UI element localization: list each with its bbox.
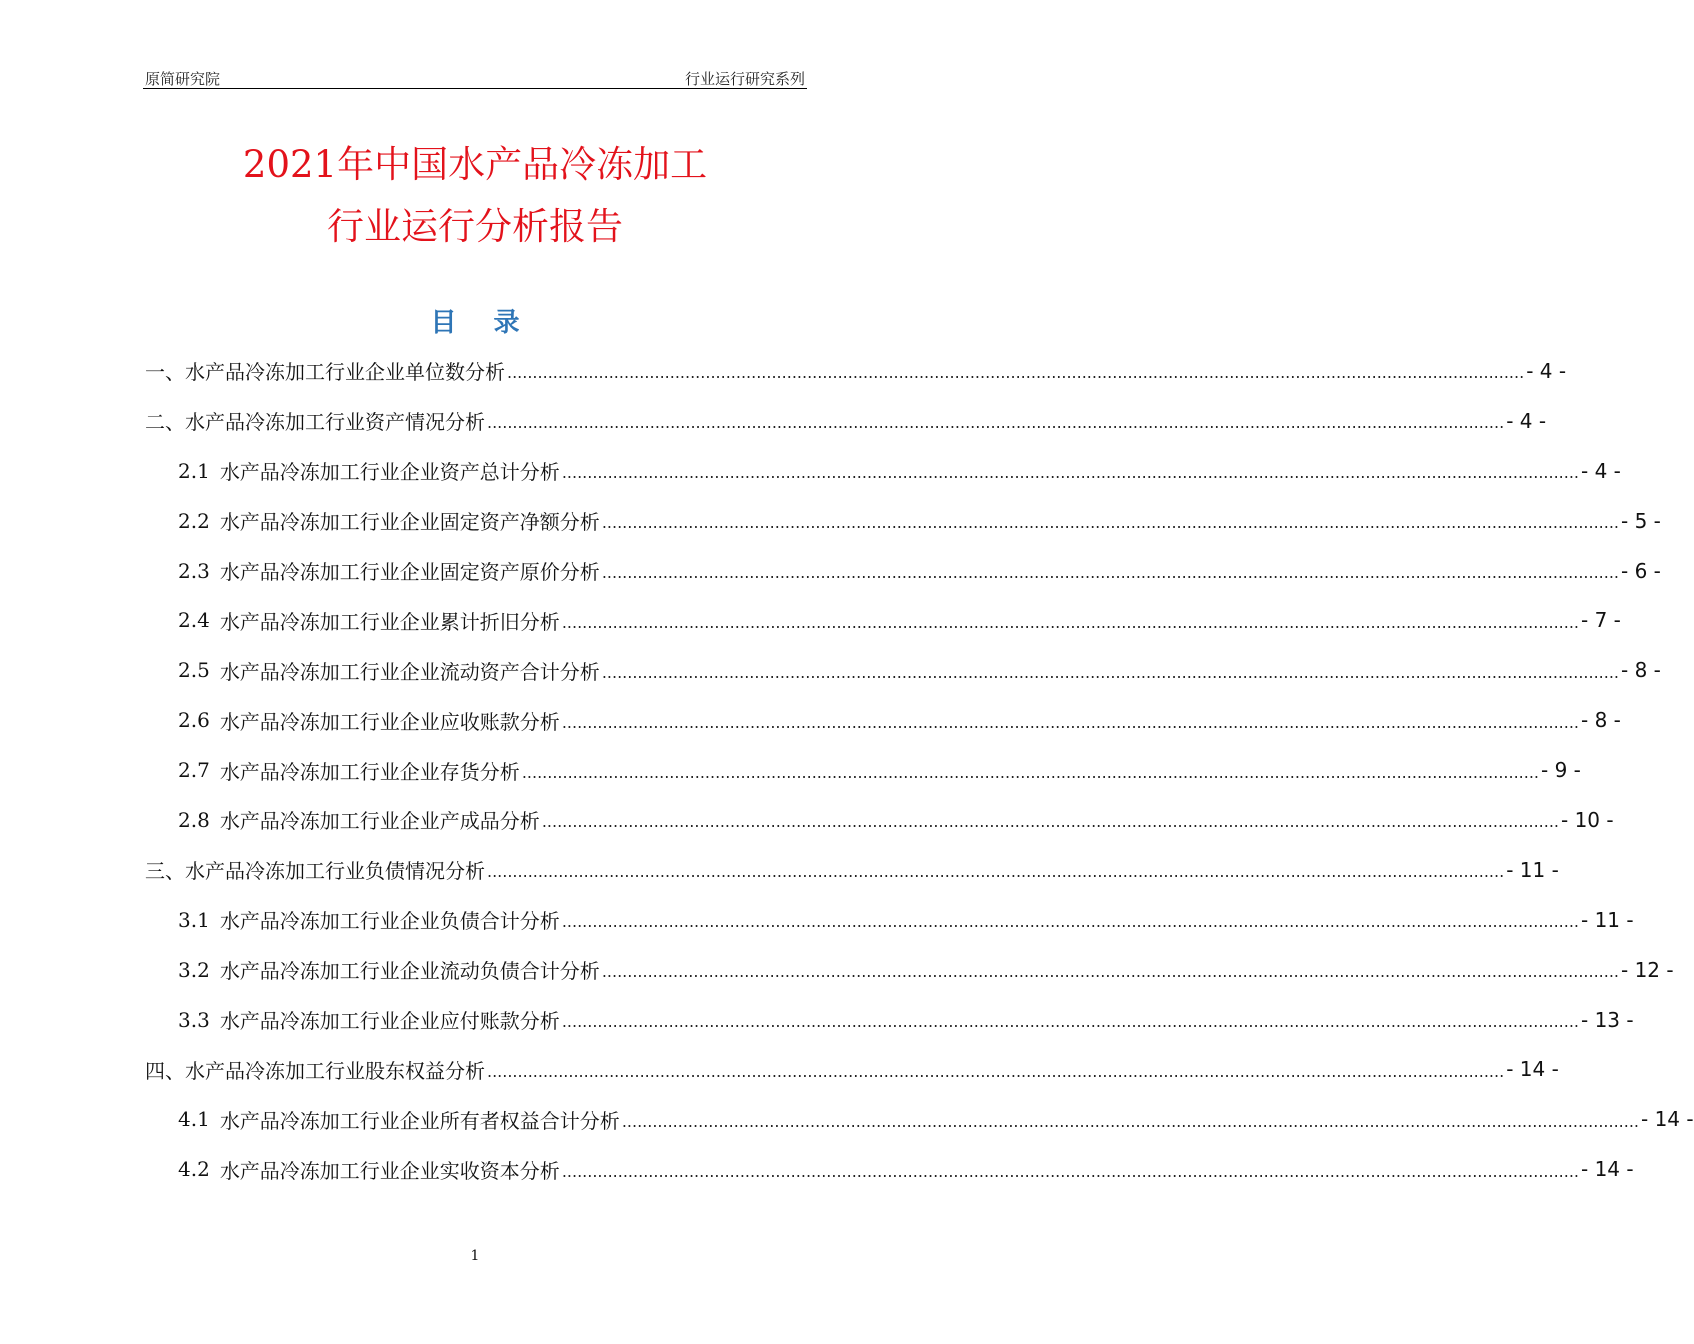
page-number: 1 xyxy=(470,1248,480,1264)
toc-entry-title: 水产品冷冻加工行业企业存货分析 xyxy=(219,759,520,784)
toc-entry-page: - 11 - xyxy=(1581,907,1634,932)
toc-entry-number: 2.7 xyxy=(178,758,210,783)
toc-entry-title: 水产品冷冻加工行业企业累计折旧分析 xyxy=(219,609,560,634)
toc-entry-number: 3.2 xyxy=(178,957,210,982)
toc-leader-dots: ........................................................................................................................................................................................................ xyxy=(541,812,1559,832)
toc-entry-title: 水产品冷冻加工行业企业应付账款分析 xyxy=(219,1009,560,1034)
toc-leader-dots: ........................................................................................................................................................................................................ xyxy=(561,1012,1579,1032)
toc-leader-dots: ........................................................................................................................................................................................................ xyxy=(507,363,1525,383)
toc-entry-page: - 4 - xyxy=(1581,458,1621,483)
toc-entry[interactable] xyxy=(145,995,1634,1045)
header-divider xyxy=(143,88,807,89)
toc-entry-title: 四、水产品冷冻加工行业股东权益分析 xyxy=(145,1058,485,1083)
toc-entry-title: 水产品冷冻加工行业企业流动负债合计分析 xyxy=(219,959,600,984)
toc-entry-page: - 12 - xyxy=(1621,957,1674,982)
toc-entry-page: - 4 - xyxy=(1506,408,1547,433)
report-title-line-1: 2021年中国水产品冷冻加工 xyxy=(242,143,708,186)
toc-leader-dots: ........................................................................................................................................................................................................ xyxy=(561,463,1579,483)
toc-leader-dots: ........................................................................................................................................................................................................ xyxy=(487,1061,1505,1081)
toc-entry-page: - 11 - xyxy=(1506,857,1559,882)
report-title-line-2: 行业运行分析报告 xyxy=(327,205,623,248)
toc-leader-dots: ........................................................................................................................................................................................................ xyxy=(487,862,1505,882)
toc-leader-dots: ........................................................................................................................................................................................................ xyxy=(561,912,1579,932)
toc-entry[interactable] xyxy=(145,695,1621,745)
toc-entry[interactable] xyxy=(145,1094,1694,1144)
toc-entry-page: - 4 - xyxy=(1526,358,1567,383)
toc-leader-dots: ........................................................................................................................................................................................................ xyxy=(521,762,1539,782)
toc-entry-number: 4.2 xyxy=(178,1157,210,1182)
toc-entry[interactable] xyxy=(145,945,1674,995)
toc-entry[interactable] xyxy=(145,1044,1559,1094)
toc-entry[interactable] xyxy=(145,446,1621,496)
toc-entry[interactable] xyxy=(145,895,1634,945)
toc-entry-title: 水产品冷冻加工行业企业固定资产原价分析 xyxy=(219,560,600,584)
toc-entry-page: - 13 - xyxy=(1581,1007,1634,1032)
toc-entry-number: 2.6 xyxy=(178,708,210,733)
toc-entry-page: - 7 - xyxy=(1581,608,1621,633)
toc-entry-page: - 14 - xyxy=(1506,1057,1559,1082)
toc-entry-title: 水产品冷冻加工行业企业流动资产合计分析 xyxy=(219,659,600,684)
toc-entry-number: 4.1 xyxy=(178,1107,210,1132)
toc-heading: 目 录 xyxy=(430,308,534,338)
toc-entry-title: 三、水产品冷冻加工行业负债情况分析 xyxy=(145,859,485,884)
toc-entry[interactable] xyxy=(145,795,1614,845)
toc-entry-number: 3.3 xyxy=(178,1007,210,1032)
toc-entry-page: - 8 - xyxy=(1621,658,1661,683)
header-organization: 原简研究院 xyxy=(145,70,221,88)
toc-entry-title: 水产品冷冻加工行业企业固定资产净额分析 xyxy=(219,510,600,535)
toc-entry-number: 2.4 xyxy=(178,608,210,633)
toc-entry-page: - 6 - xyxy=(1621,558,1661,583)
toc-leader-dots: ........................................................................................................................................................................................................ xyxy=(621,1111,1639,1131)
toc-entry-number: 2.1 xyxy=(178,458,210,483)
toc-entry-title: 一、水产品冷冻加工行业企业单位数分析 xyxy=(145,360,505,385)
toc-entry-page: - 9 - xyxy=(1541,758,1581,783)
table-of-contents xyxy=(145,346,1694,1194)
toc-entry-title: 水产品冷冻加工行业企业应收账款分析 xyxy=(219,709,560,734)
toc-entry-title: 二、水产品冷冻加工行业资产情况分析 xyxy=(145,410,485,435)
toc-entry-number: 3.1 xyxy=(178,907,210,932)
toc-entry[interactable] xyxy=(145,546,1661,596)
toc-entry[interactable] xyxy=(145,346,1567,396)
toc-entry[interactable] xyxy=(145,595,1621,645)
toc-leader-dots: ........................................................................................................................................................................................................ xyxy=(561,1161,1579,1181)
toc-entry[interactable] xyxy=(145,496,1661,546)
toc-entry-number: 2.5 xyxy=(178,658,210,683)
toc-leader-dots: ........................................................................................................................................................................................................ xyxy=(561,612,1579,632)
toc-leader-dots: ........................................................................................................................................................................................................ xyxy=(601,962,1619,982)
toc-entry-page: - 10 - xyxy=(1561,807,1614,832)
toc-entry-number: 2.2 xyxy=(178,508,210,533)
toc-entry-number: 2.3 xyxy=(178,558,210,583)
toc-entry-number: 2.8 xyxy=(178,807,210,832)
toc-leader-dots: ........................................................................................................................................................................................................ xyxy=(601,662,1619,682)
toc-leader-dots: ........................................................................................................................................................................................................ xyxy=(561,712,1579,732)
toc-entry-page: - 14 - xyxy=(1581,1157,1634,1182)
toc-entry-title: 水产品冷冻加工行业企业负债合计分析 xyxy=(219,909,560,934)
toc-entry[interactable] xyxy=(145,645,1661,695)
toc-entry-page: - 8 - xyxy=(1581,708,1621,733)
toc-entry[interactable] xyxy=(145,1144,1634,1194)
toc-entry-title: 水产品冷冻加工行业企业产成品分析 xyxy=(219,809,540,834)
toc-entry-title: 水产品冷冻加工行业企业所有者权益合计分析 xyxy=(219,1108,620,1133)
header-series: 行业运行研究系列 xyxy=(684,70,805,88)
toc-entry[interactable] xyxy=(145,845,1559,895)
toc-leader-dots: ........................................................................................................................................................................................................ xyxy=(487,413,1505,433)
toc-entry-page: - 5 - xyxy=(1621,508,1661,533)
toc-leader-dots: ........................................................................................................................................................................................................ xyxy=(601,563,1619,582)
toc-entry[interactable] xyxy=(145,745,1581,795)
toc-entry-page: - 14 - xyxy=(1641,1107,1694,1132)
toc-leader-dots: ........................................................................................................................................................................................................ xyxy=(601,513,1619,533)
toc-entry-title: 水产品冷冻加工行业企业实收资本分析 xyxy=(219,1158,560,1183)
toc-entry[interactable] xyxy=(145,396,1547,446)
toc-entry-title: 水产品冷冻加工行业企业资产总计分析 xyxy=(219,460,560,485)
